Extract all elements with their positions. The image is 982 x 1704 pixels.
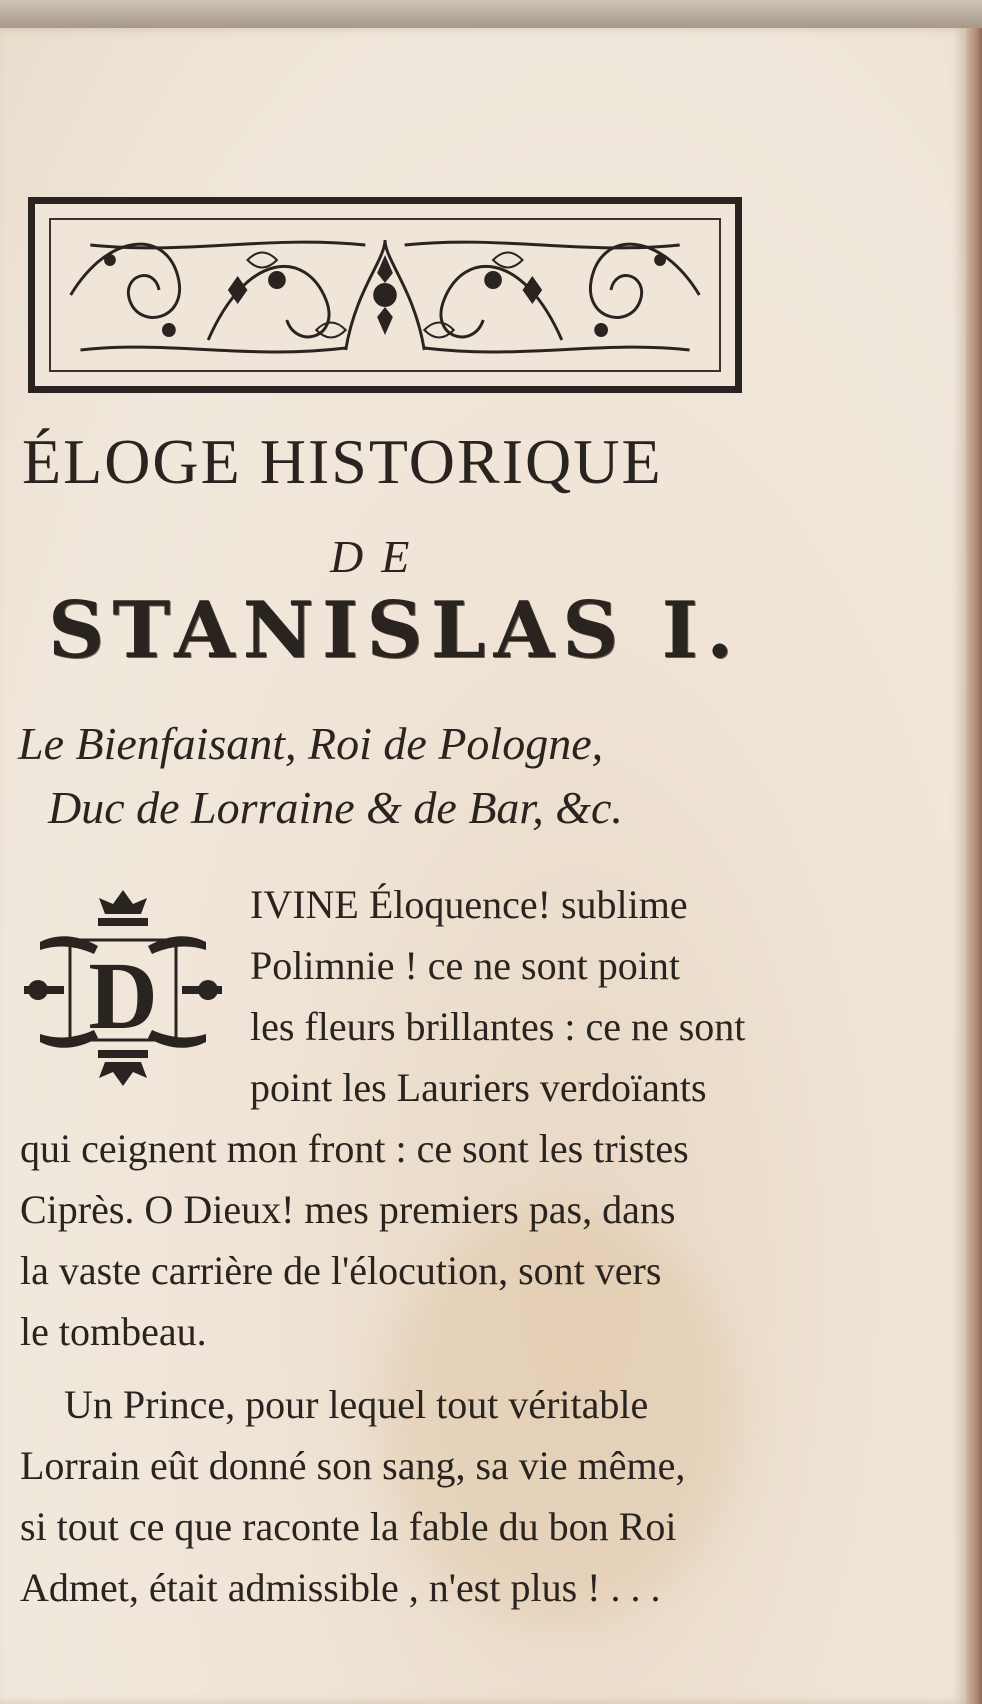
text-line: Ciprès. O Dieux! mes premiers pas, dans bbox=[20, 1187, 676, 1232]
subtitle-line: Le Bienfaisant, Roi de Pologne, bbox=[18, 718, 604, 769]
text-line: la vaste carrière de l'élocution, sont vers bbox=[20, 1248, 662, 1293]
text-line: Polimnie ! ce ne sont point bbox=[250, 943, 680, 988]
text-line: le tombeau. bbox=[20, 1309, 207, 1354]
title-stanislas: STANISLAS I. bbox=[48, 585, 742, 676]
text-line: point les Lauriers verdoïants bbox=[250, 1065, 707, 1110]
text-line: IVINE Éloquence! sublime bbox=[250, 882, 688, 927]
subtitle-line: Duc de Lorraine & de Bar, &c. bbox=[48, 782, 623, 833]
title-eloge-historique: ÉLOGE HISTORIQUE bbox=[22, 426, 663, 497]
text-line: qui ceignent mon front : ce sont les tristes bbox=[20, 1126, 689, 1171]
body-text bbox=[20, 874, 760, 1618]
text-line: si tout ce que raconte la fable du bon Roi bbox=[20, 1504, 677, 1549]
drop-cap-letter: D bbox=[88, 942, 158, 1049]
subtitle bbox=[18, 712, 758, 840]
title-de: DE bbox=[330, 531, 428, 582]
text-line: Admet, était admissible , n'est plus ! . . . bbox=[20, 1565, 661, 1610]
text-line: les fleurs brillantes : ce ne sont bbox=[250, 1004, 746, 1049]
text-line: Un Prince, pour lequel tout véritable bbox=[64, 1382, 649, 1427]
text-line: Lorrain eût donné son sang, sa vie même, bbox=[20, 1443, 686, 1488]
book-top-edge bbox=[0, 0, 982, 28]
book-right-edge bbox=[966, 28, 982, 1704]
floral-ornament-icon bbox=[51, 220, 719, 370]
ornamental-headpiece bbox=[28, 197, 742, 393]
